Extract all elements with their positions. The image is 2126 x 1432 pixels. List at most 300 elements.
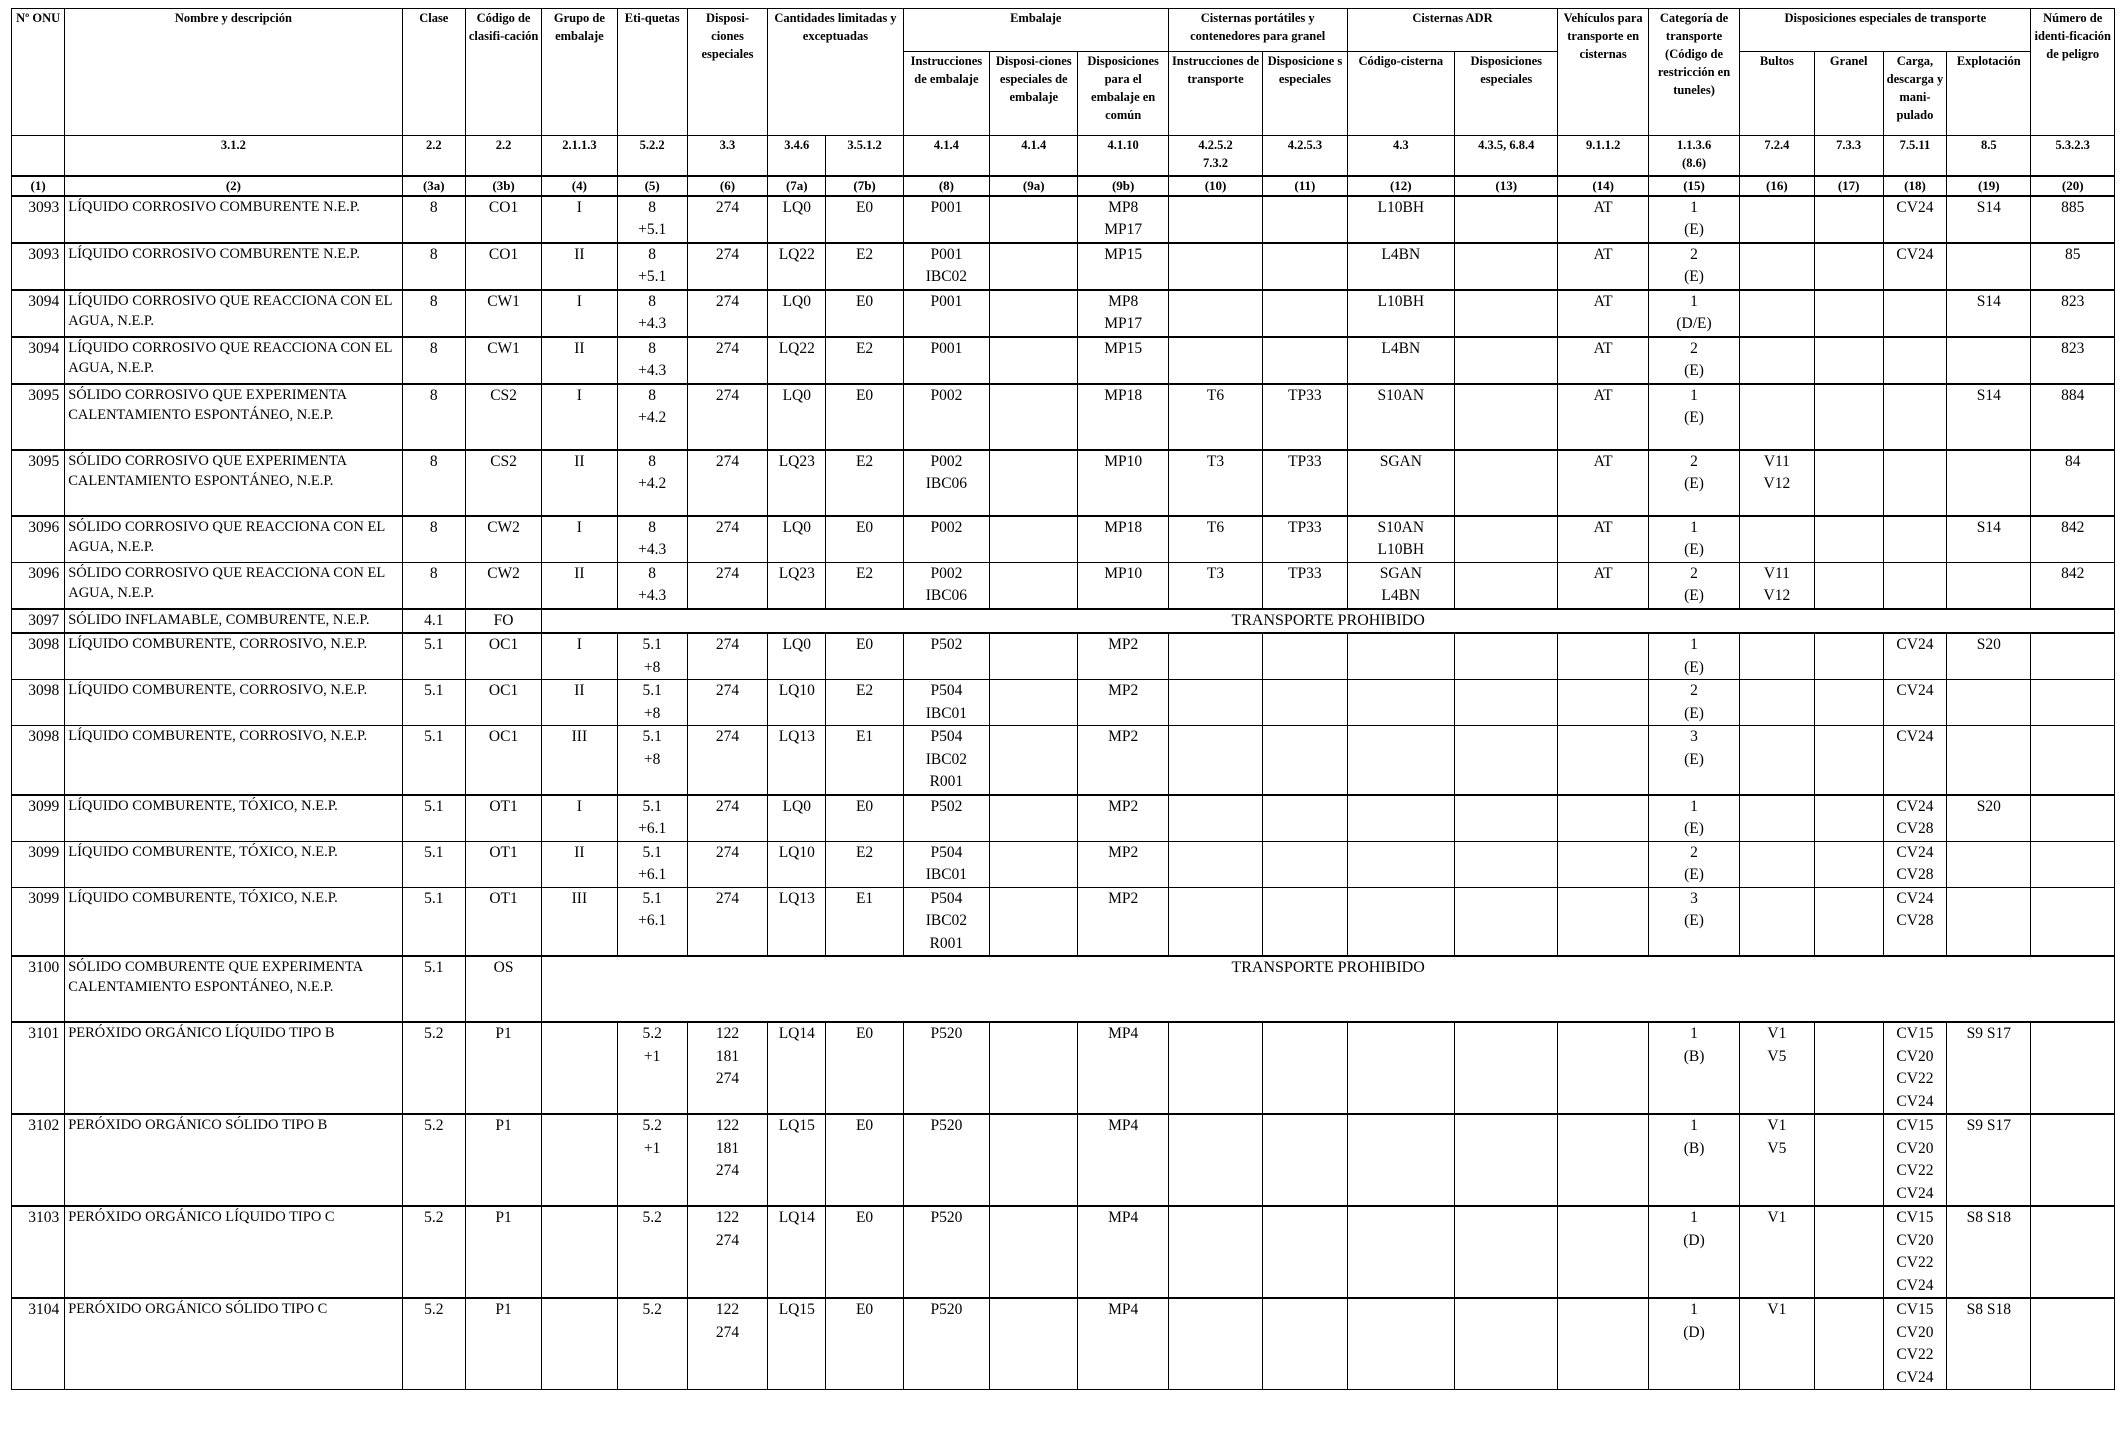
tank-code-cell-line: L4BN xyxy=(1381,339,1421,357)
transport-category-cell xyxy=(1648,1206,1739,1298)
special-provisions-cell-line: 181 xyxy=(715,1139,740,1157)
tank-instruction-cell xyxy=(1168,680,1262,726)
tank-special-cell xyxy=(1263,337,1347,384)
transport-category-cell-line: 2 xyxy=(1690,339,1698,357)
loading-cell xyxy=(1883,887,1946,956)
labels-cell-line: 5.1 xyxy=(642,682,662,699)
packing-instruction-cell xyxy=(903,1206,989,1298)
name-cell: SÓLIDO CORROSIVO QUE EXPERIMENTA CALENTAMIENTO ESPONTÁNEO, N.E.P. xyxy=(65,450,402,516)
header-special-transport-group: Disposiciones especiales de transporte xyxy=(1740,9,2031,52)
class-cell: 5.1 xyxy=(402,956,465,1022)
limited-quantity-cell: LQ0 xyxy=(768,633,826,680)
labels-cell-line: 8 xyxy=(648,339,657,357)
labels-cell xyxy=(617,337,687,384)
table-row xyxy=(12,516,2115,563)
un-number-cell: 3097 xyxy=(12,609,65,634)
packing-special-cell xyxy=(990,243,1078,290)
header-num-c12: (12) xyxy=(1347,176,1454,196)
labels-cell-line: 5.1 xyxy=(642,728,662,745)
packages-cell xyxy=(1740,1206,1814,1298)
prohibited-cell: TRANSPORTE PROHIBIDO xyxy=(542,956,2115,1022)
transport-category-cell xyxy=(1648,795,1739,842)
packing-instruction-cell-line: IBC06 xyxy=(925,587,968,604)
transport-category-cell xyxy=(1648,633,1739,680)
packages-cell-line: V5 xyxy=(1767,1139,1787,1157)
header-num-c20: (20) xyxy=(2031,176,2115,196)
table-row xyxy=(12,956,2115,1022)
bulk-cell xyxy=(1814,1022,1883,1114)
mixed-packing-cell xyxy=(1078,795,1168,842)
tank-vehicle-cell xyxy=(1558,633,1648,680)
tank-vehicle-cell xyxy=(1558,726,1648,795)
packing-instruction-cell xyxy=(903,337,989,384)
mixed-packing-cell-line: MP18 xyxy=(1104,518,1143,536)
header-num-c14: (14) xyxy=(1558,176,1648,196)
loading-cell xyxy=(1883,384,1946,450)
tank-code-cell xyxy=(1347,841,1454,887)
loading-cell-line: CV22 xyxy=(1896,1254,1934,1271)
operation-cell xyxy=(1947,726,2031,795)
labels-cell-line: 5.2 xyxy=(642,1209,662,1226)
header-num-c10: (10) xyxy=(1168,176,1262,196)
mixed-packing-cell-line: MP18 xyxy=(1104,386,1143,404)
mixed-packing-cell-line: MP2 xyxy=(1108,843,1139,861)
hazard-number-cell: 84 xyxy=(2031,450,2115,516)
header-operation: Explotación xyxy=(1947,52,2031,136)
packages-cell xyxy=(1740,290,1814,337)
tank-vehicle-cell xyxy=(1558,887,1648,956)
class-cell: 5.1 xyxy=(402,887,465,956)
classification-code-cell: CW1 xyxy=(465,290,541,337)
labels-cell-line: +6.1 xyxy=(638,820,667,837)
packing-instruction-cell-line: P001 xyxy=(930,198,963,216)
transport-category-cell-line: (E) xyxy=(1684,658,1704,676)
bulk-cell xyxy=(1814,384,1883,450)
labels-cell xyxy=(617,384,687,450)
transport-category-cell-line: 1 xyxy=(1690,797,1698,815)
name-cell: PERÓXIDO ORGÁNICO LÍQUIDO TIPO B xyxy=(65,1022,402,1114)
packing-instruction-cell-line: P502 xyxy=(930,636,963,653)
packages-cell xyxy=(1740,337,1814,384)
special-provisions-cell xyxy=(687,337,767,384)
header-num-c5: (5) xyxy=(617,176,687,196)
tank-code-cell xyxy=(1347,1298,1454,1390)
loading-cell-line: CV24 xyxy=(1896,636,1934,653)
class-cell: 5.1 xyxy=(402,726,465,795)
packing-instruction-cell xyxy=(903,290,989,337)
name-cell: LÍQUIDO CORROSIVO QUE REACCIONA CON EL AGUA, N.E.P. xyxy=(65,337,402,384)
special-provisions-cell-line: 274 xyxy=(715,728,740,745)
tank-special-cell xyxy=(1263,1206,1347,1298)
un-number-cell: 3098 xyxy=(12,633,65,680)
classification-code-cell: OC1 xyxy=(465,633,541,680)
adr-special-cell xyxy=(1455,450,1558,516)
special-provisions-cell xyxy=(687,1114,767,1206)
header-num-c8: (8) xyxy=(903,176,989,196)
hazard-number-cell xyxy=(2031,633,2115,680)
packing-instruction-cell-line: R001 xyxy=(929,934,964,952)
excepted-quantity-cell: E0 xyxy=(826,1206,903,1298)
packing-instruction-cell xyxy=(903,680,989,726)
excepted-quantity-cell: E0 xyxy=(826,633,903,680)
labels-cell-line: +4.2 xyxy=(638,475,667,492)
limited-quantity-cell: LQ0 xyxy=(768,384,826,450)
transport-category-cell-line: 1 xyxy=(1690,1301,1698,1318)
special-provisions-cell-line: 181 xyxy=(715,1047,740,1065)
header-bulk: Granel xyxy=(1814,52,1883,136)
table-row xyxy=(12,887,2115,956)
tank-special-cell xyxy=(1263,680,1347,726)
name-cell: SÓLIDO CORROSIVO QUE EXPERIMENTA CALENTAMIENTO ESPONTÁNEO, N.E.P. xyxy=(65,384,402,450)
bulk-cell xyxy=(1814,243,1883,290)
bulk-cell xyxy=(1814,290,1883,337)
header-number-row xyxy=(12,176,2115,196)
hazard-number-cell xyxy=(2031,1114,2115,1206)
loading-cell xyxy=(1883,795,1946,842)
bulk-cell xyxy=(1814,1206,1883,1298)
table-row xyxy=(12,726,2115,795)
classification-code-cell: OS xyxy=(465,956,541,1022)
tank-special-cell xyxy=(1263,726,1347,795)
header-hazard-number: Número de identi-ficación de peligro xyxy=(2031,9,2115,136)
packing-group-cell: I xyxy=(542,795,617,842)
class-cell: 8 xyxy=(402,450,465,516)
transport-category-cell-line: (E) xyxy=(1684,541,1704,558)
packages-cell-line: V1 xyxy=(1767,1209,1787,1226)
transport-category-cell-line: 1 xyxy=(1690,292,1698,310)
operation-cell: S14 xyxy=(1947,196,2031,243)
loading-cell-line: CV20 xyxy=(1896,1047,1934,1065)
packages-cell xyxy=(1740,795,1814,842)
packing-instruction-cell-line: IBC01 xyxy=(925,866,968,883)
special-provisions-cell-line: 122 xyxy=(715,1301,740,1318)
bulk-cell xyxy=(1814,1114,1883,1206)
table-header xyxy=(12,9,2115,196)
adr-special-cell xyxy=(1455,1206,1558,1298)
transport-category-cell-line: 1 xyxy=(1690,636,1698,653)
tank-vehicle-cell xyxy=(1558,680,1648,726)
mixed-packing-cell xyxy=(1078,1206,1168,1298)
transport-category-cell-line: (E) xyxy=(1684,268,1704,285)
header-classification-code: Código de clasifi-cación xyxy=(465,9,541,136)
excepted-quantity-cell: E2 xyxy=(826,841,903,887)
limited-quantity-cell: LQ0 xyxy=(768,516,826,563)
special-provisions-cell xyxy=(687,450,767,516)
class-cell: 4.1 xyxy=(402,609,465,634)
tank-code-cell xyxy=(1347,795,1454,842)
loading-cell xyxy=(1883,196,1946,243)
transport-category-cell xyxy=(1648,196,1739,243)
loading-cell xyxy=(1883,1114,1946,1206)
loading-cell-line: CV15 xyxy=(1896,1117,1934,1134)
special-provisions-cell-line: 274 xyxy=(715,843,740,861)
packages-cell xyxy=(1740,243,1814,290)
tank-special-cell xyxy=(1263,633,1347,680)
special-provisions-cell-line: 274 xyxy=(715,386,740,404)
tank-vehicle-cell: AT xyxy=(1558,290,1648,337)
name-cell: SÓLIDO INFLAMABLE, COMBURENTE, N.E.P. xyxy=(65,609,402,634)
packages-cell xyxy=(1740,841,1814,887)
table-body xyxy=(12,196,2115,1390)
transport-category-cell-line: 2 xyxy=(1690,452,1698,470)
special-provisions-cell xyxy=(687,384,767,450)
tank-vehicle-cell: AT xyxy=(1558,516,1648,563)
header-transport-category: Categoría de transporte (Código de restricción en tuneles) xyxy=(1648,9,1739,136)
un-number-cell: 3099 xyxy=(12,887,65,956)
header-class: Clase xyxy=(402,9,465,136)
name-cell: LÍQUIDO COMBURENTE, TÓXICO, N.E.P. xyxy=(65,887,402,956)
packing-instruction-cell-line: P520 xyxy=(930,1209,963,1226)
labels-cell xyxy=(617,290,687,337)
limited-quantity-cell: LQ0 xyxy=(768,196,826,243)
packing-group-cell: II xyxy=(542,450,617,516)
labels-cell-line: 8 xyxy=(648,198,657,216)
labels-cell-line: +4.2 xyxy=(638,409,667,426)
packing-instruction-cell-line: P002 xyxy=(930,564,963,582)
table-row xyxy=(12,795,2115,842)
table-row xyxy=(12,1022,2115,1114)
class-cell: 8 xyxy=(402,516,465,563)
hazard-number-cell xyxy=(2031,680,2115,726)
header-num-c19: (19) xyxy=(1947,176,2031,196)
limited-quantity-cell: LQ10 xyxy=(768,841,826,887)
header-num-c11: (11) xyxy=(1263,176,1347,196)
header-num-c6: (6) xyxy=(687,176,767,196)
loading-cell-line: CV24 xyxy=(1896,245,1934,263)
packing-instruction-cell-line: IBC02 xyxy=(925,750,968,768)
loading-cell xyxy=(1883,841,1946,887)
transport-category-cell-line: (D) xyxy=(1683,1231,1705,1249)
tank-code-cell xyxy=(1347,516,1454,563)
transport-category-cell-line: (E) xyxy=(1684,866,1704,883)
tank-code-cell xyxy=(1347,1022,1454,1114)
header-num-c18: (18) xyxy=(1883,176,1946,196)
packages-cell-line: V12 xyxy=(1763,587,1791,604)
transport-category-cell xyxy=(1648,1298,1739,1390)
special-provisions-cell-line: 274 xyxy=(715,1231,740,1249)
packing-special-cell xyxy=(990,337,1078,384)
loading-cell-line: CV22 xyxy=(1896,1162,1934,1179)
tank-special-cell: TP33 xyxy=(1263,562,1347,609)
loading-cell-line: CV24 xyxy=(1896,728,1934,745)
class-cell: 5.2 xyxy=(402,1114,465,1206)
excepted-quantity-cell: E2 xyxy=(826,243,903,290)
header-portable-tanks-group: Cisternas portátiles y contenedores para granel xyxy=(1168,9,1347,52)
hazard-number-cell: 823 xyxy=(2031,290,2115,337)
header-ref-c5: 5.2.2 xyxy=(617,136,687,176)
un-number-cell: 3099 xyxy=(12,795,65,842)
header-ref-c7b: 3.5.1.2 xyxy=(826,136,903,176)
header-tank-code: Código-cisterna xyxy=(1347,52,1454,136)
transport-category-cell-line: (B) xyxy=(1683,1047,1705,1065)
special-provisions-cell-line: 122 xyxy=(715,1025,740,1042)
tank-code-cell xyxy=(1347,1114,1454,1206)
table-row xyxy=(12,609,2115,634)
special-provisions-cell-line: 274 xyxy=(715,292,740,310)
header-ref-c18: 7.5.11 xyxy=(1883,136,1946,176)
packages-cell xyxy=(1740,1022,1814,1114)
header-num-c1: (1) xyxy=(12,176,65,196)
labels-cell-line: +4.3 xyxy=(638,315,667,332)
special-provisions-cell xyxy=(687,795,767,842)
tank-instruction-cell xyxy=(1168,841,1262,887)
packing-special-cell xyxy=(990,450,1078,516)
special-provisions-cell-line: 274 xyxy=(715,245,740,263)
mixed-packing-cell xyxy=(1078,196,1168,243)
packing-special-cell xyxy=(990,1114,1078,1206)
packing-special-cell xyxy=(990,1298,1078,1390)
special-provisions-cell xyxy=(687,1206,767,1298)
packing-instruction-cell xyxy=(903,795,989,842)
labels-cell-line: +6.1 xyxy=(638,866,667,883)
hazard-number-cell xyxy=(2031,1022,2115,1114)
packing-instruction-cell-line: P002 xyxy=(930,518,963,536)
packages-cell xyxy=(1740,680,1814,726)
loading-cell xyxy=(1883,337,1946,384)
special-provisions-cell-line: 274 xyxy=(715,518,740,536)
tank-vehicle-cell: AT xyxy=(1558,337,1648,384)
loading-cell-line: CV24 xyxy=(1896,1184,1934,1202)
tank-instruction-cell xyxy=(1168,795,1262,842)
header-limited-quantities: Cantidades limitadas y exceptuadas xyxy=(768,9,904,136)
loading-cell xyxy=(1883,726,1946,795)
labels-cell-line: +8 xyxy=(643,704,661,722)
adr-special-cell xyxy=(1455,1114,1558,1206)
header-ref-c15: 1.1.3.6 (8.6) xyxy=(1648,136,1739,176)
table-row xyxy=(12,841,2115,887)
adr-special-cell xyxy=(1455,1022,1558,1114)
tank-code-cell xyxy=(1347,196,1454,243)
tank-vehicle-cell xyxy=(1558,841,1648,887)
packing-group-cell xyxy=(542,1298,617,1390)
labels-cell xyxy=(617,841,687,887)
loading-cell xyxy=(1883,243,1946,290)
mixed-packing-cell xyxy=(1078,680,1168,726)
packing-instruction-cell xyxy=(903,1298,989,1390)
table-row xyxy=(12,337,2115,384)
transport-category-cell-line: 1 xyxy=(1690,518,1698,536)
header-num-c9b: (9b) xyxy=(1078,176,1168,196)
special-provisions-cell-line: 122 xyxy=(715,1209,740,1226)
bulk-cell xyxy=(1814,196,1883,243)
header-num-c7a: (7a) xyxy=(768,176,826,196)
name-cell: LÍQUIDO COMBURENTE, TÓXICO, N.E.P. xyxy=(65,795,402,842)
limited-quantity-cell: LQ0 xyxy=(768,795,826,842)
name-cell: SÓLIDO COMBURENTE QUE EXPERIMENTA CALENTAMIENTO ESPONTÁNEO, N.E.P. xyxy=(65,956,402,1022)
loading-cell-line: CV22 xyxy=(1896,1070,1934,1087)
excepted-quantity-cell: E2 xyxy=(826,680,903,726)
un-number-cell: 3093 xyxy=(12,196,65,243)
header-num-c15: (15) xyxy=(1648,176,1739,196)
table-row xyxy=(12,384,2115,450)
excepted-quantity-cell: E1 xyxy=(826,887,903,956)
tank-instruction-cell xyxy=(1168,1114,1262,1206)
labels-cell-line: +6.1 xyxy=(638,912,667,929)
packing-instruction-cell-line: P001 xyxy=(930,245,963,263)
excepted-quantity-cell: E2 xyxy=(826,337,903,384)
special-provisions-cell-line: 274 xyxy=(715,682,740,699)
name-cell: PERÓXIDO ORGÁNICO SÓLIDO TIPO C xyxy=(65,1298,402,1390)
transport-category-cell-line: (E) xyxy=(1684,820,1704,837)
adr-special-cell xyxy=(1455,290,1558,337)
header-mixed-packing: Disposiciones para el embalaje en común xyxy=(1078,52,1168,136)
dangerous-goods-table-page xyxy=(11,8,2115,1390)
operation-cell xyxy=(1947,450,2031,516)
table-row xyxy=(12,1206,2115,1298)
packing-special-cell xyxy=(990,795,1078,842)
labels-cell-line: 5.1 xyxy=(642,889,662,907)
mixed-packing-cell xyxy=(1078,290,1168,337)
header-num-c16: (16) xyxy=(1740,176,1814,196)
tank-special-cell xyxy=(1263,1114,1347,1206)
mixed-packing-cell-line: MP15 xyxy=(1104,245,1143,263)
special-provisions-cell-line: 274 xyxy=(715,1323,740,1341)
transport-category-cell-line: 1 xyxy=(1690,1025,1698,1042)
name-cell: PERÓXIDO ORGÁNICO SÓLIDO TIPO B xyxy=(65,1114,402,1206)
loading-cell-line: CV20 xyxy=(1896,1231,1934,1249)
class-cell: 5.2 xyxy=(402,1022,465,1114)
special-provisions-cell-line: 274 xyxy=(715,564,740,582)
hazard-number-cell: 842 xyxy=(2031,516,2115,563)
operation-cell: S14 xyxy=(1947,384,2031,450)
packages-cell-line: V12 xyxy=(1763,475,1791,492)
transport-category-cell-line: (D/E) xyxy=(1676,315,1712,332)
name-cell: LÍQUIDO COMBURENTE, CORROSIVO, N.E.P. xyxy=(65,633,402,680)
tank-special-cell xyxy=(1263,196,1347,243)
class-cell: 5.1 xyxy=(402,841,465,887)
transport-category-cell xyxy=(1648,680,1739,726)
excepted-quantity-cell: E0 xyxy=(826,290,903,337)
limited-quantity-cell: LQ13 xyxy=(768,887,826,956)
bulk-cell xyxy=(1814,1298,1883,1390)
packing-instruction-cell xyxy=(903,1114,989,1206)
adr-special-cell xyxy=(1455,337,1558,384)
transport-category-cell xyxy=(1648,1022,1739,1114)
loading-cell-line: CV15 xyxy=(1896,1209,1934,1226)
loading-cell xyxy=(1883,633,1946,680)
adr-special-cell xyxy=(1455,841,1558,887)
header-labels: Eti-quetas xyxy=(617,9,687,136)
operation-cell xyxy=(1947,680,2031,726)
loading-cell-line: CV24 xyxy=(1896,889,1934,907)
operation-cell: S8 S18 xyxy=(1947,1298,2031,1390)
hazard-number-cell: 823 xyxy=(2031,337,2115,384)
transport-category-cell xyxy=(1648,384,1739,450)
packing-instruction-cell xyxy=(903,384,989,450)
mixed-packing-cell-line: MP8 xyxy=(1108,198,1139,216)
operation-cell: S9 S17 xyxy=(1947,1022,2031,1114)
mixed-packing-cell-line: MP2 xyxy=(1108,889,1139,907)
bulk-cell xyxy=(1814,562,1883,609)
class-cell: 8 xyxy=(402,384,465,450)
labels-cell-line: 8 xyxy=(648,564,657,582)
transport-category-cell-line: 3 xyxy=(1690,889,1698,907)
loading-cell-line: CV24 xyxy=(1896,843,1934,861)
classification-code-cell: OT1 xyxy=(465,841,541,887)
packages-cell xyxy=(1740,633,1814,680)
packing-instruction-cell xyxy=(903,562,989,609)
packing-instruction-cell-line: P001 xyxy=(930,292,963,310)
tank-special-cell: TP33 xyxy=(1263,450,1347,516)
packing-instruction-cell-line: IBC02 xyxy=(925,268,968,285)
mixed-packing-cell-line: MP4 xyxy=(1108,1117,1139,1134)
special-provisions-cell-line: 274 xyxy=(715,198,740,216)
excepted-quantity-cell: E2 xyxy=(826,450,903,516)
packing-group-cell: II xyxy=(542,337,617,384)
header-ref-c10: 4.2.5.2 7.3.2 xyxy=(1168,136,1262,176)
header-name: Nombre y descripción xyxy=(65,9,402,136)
classification-code-cell: CO1 xyxy=(465,196,541,243)
